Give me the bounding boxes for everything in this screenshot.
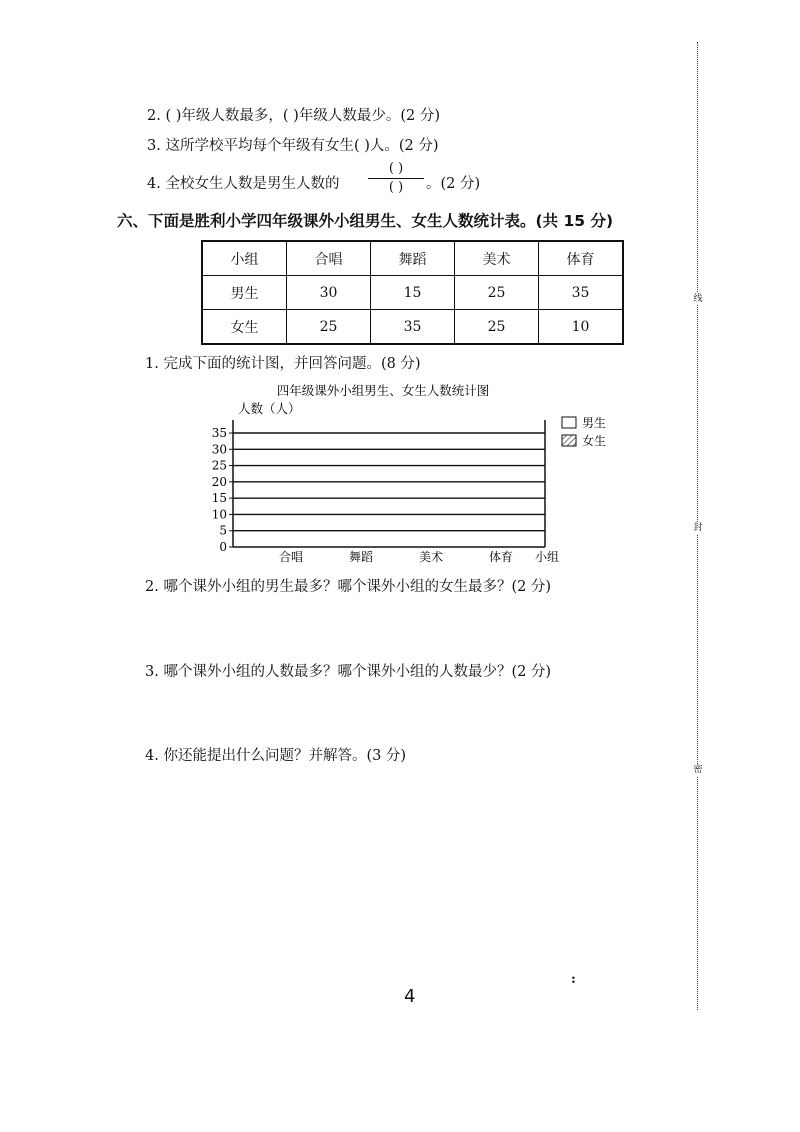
table-row [202, 310, 623, 345]
table-header-cell: 美术 [455, 241, 539, 276]
question-4-fill-blank [147, 172, 339, 193]
y-tick-label: 5 [219, 523, 227, 538]
y-tick-label: 30 [211, 442, 227, 457]
question-number: 3. [147, 138, 161, 154]
table-cell: 25 [455, 310, 539, 345]
sub-question-1: 1. 完成下面的统计图，并回答问题。(8 分) [145, 356, 421, 372]
question-text: 年级人数最多， [181, 108, 283, 124]
table-cell: 15 [371, 276, 455, 310]
legend-label-girls: 女生 [582, 434, 607, 448]
table-row-label: 男生 [202, 276, 287, 310]
table-header-cell: 舞蹈 [371, 241, 455, 276]
question-text: 全校女生人数是男生人数的 [165, 176, 340, 192]
question-text: 这所学校平均每个年级有女生 [165, 138, 354, 154]
question-text: 年级人数最少。(2 分) [298, 108, 440, 124]
table-header-cell: 小组 [202, 241, 287, 276]
x-category-label: 美术 [418, 550, 444, 564]
answer-blank[interactable]: ( ) [282, 108, 299, 124]
table-cell: 10 [539, 310, 624, 345]
legend-label-boys: 男生 [582, 416, 607, 430]
sub-question-4: 4. 你还能提出什么问题？并解答。(3 分) [145, 748, 407, 764]
page-number: 4 [404, 986, 416, 1007]
question-2-fill-blank [147, 104, 440, 125]
table-header-cell: 体育 [539, 241, 624, 276]
question-number: 2. [147, 108, 161, 124]
table-cell: 35 [539, 276, 624, 310]
table-cell: 25 [455, 276, 539, 310]
binding-mark-feng: 封 [693, 523, 703, 533]
sub-question-2: 2. 哪个课外小组的男生最多？哪个课外小组的女生最多？(2 分) [145, 579, 552, 595]
legend-swatch-girls [562, 435, 576, 446]
y-tick-label: 35 [211, 426, 227, 440]
y-axis-label: 人数（人） [238, 401, 301, 416]
x-category-label: 舞蹈 [348, 550, 374, 564]
y-tick-label: 15 [211, 491, 227, 506]
question-number: 4. [147, 176, 161, 192]
legend-swatch-boys [562, 417, 576, 428]
binding-mark-mi: 密 [693, 765, 703, 775]
sub-question-3: 3. 哪个课外小组的人数最多？哪个课外小组的人数最少？(2 分) [145, 664, 552, 680]
table-cell: 30 [287, 276, 371, 310]
x-category-label: 体育 [488, 550, 514, 564]
answer-blank[interactable]: ( ) [353, 138, 370, 154]
binding-mark-xian: 线 [693, 294, 703, 304]
fraction-bar [368, 178, 424, 179]
stray-mark: : [571, 972, 576, 987]
section-title: 六、下面是胜利小学四年级课外小组男生、女生人数统计表。(共 15 分) [117, 212, 614, 230]
x-axis-label: 小组 [535, 550, 560, 564]
x-category-label: 合唱 [278, 550, 304, 564]
question-text: 。(2 分) [426, 176, 481, 192]
table-cell: 35 [371, 310, 455, 345]
table-row [202, 276, 623, 310]
answer-blank[interactable]: ( ) [165, 108, 182, 124]
question-3-fill-blank [147, 134, 439, 155]
table-cell: 25 [287, 310, 371, 345]
chart-title: 四年级课外小组男生、女生人数统计图 [276, 383, 490, 398]
y-tick-label: 25 [211, 458, 227, 473]
table-header-cell: 合唱 [287, 241, 371, 276]
y-tick-label: 10 [211, 507, 227, 522]
question-text: 人。(2 分) [369, 138, 439, 154]
statistics-table [201, 240, 624, 345]
chart-legend [562, 415, 606, 448]
y-tick-label: 20 [211, 474, 227, 489]
y-tick-label: 0 [219, 540, 227, 554]
fraction-denominator-blank[interactable]: ( ) [388, 180, 404, 195]
table-row-label: 女生 [202, 310, 287, 345]
table-header-row [202, 241, 623, 276]
fraction-numerator-blank[interactable]: ( ) [388, 161, 404, 176]
